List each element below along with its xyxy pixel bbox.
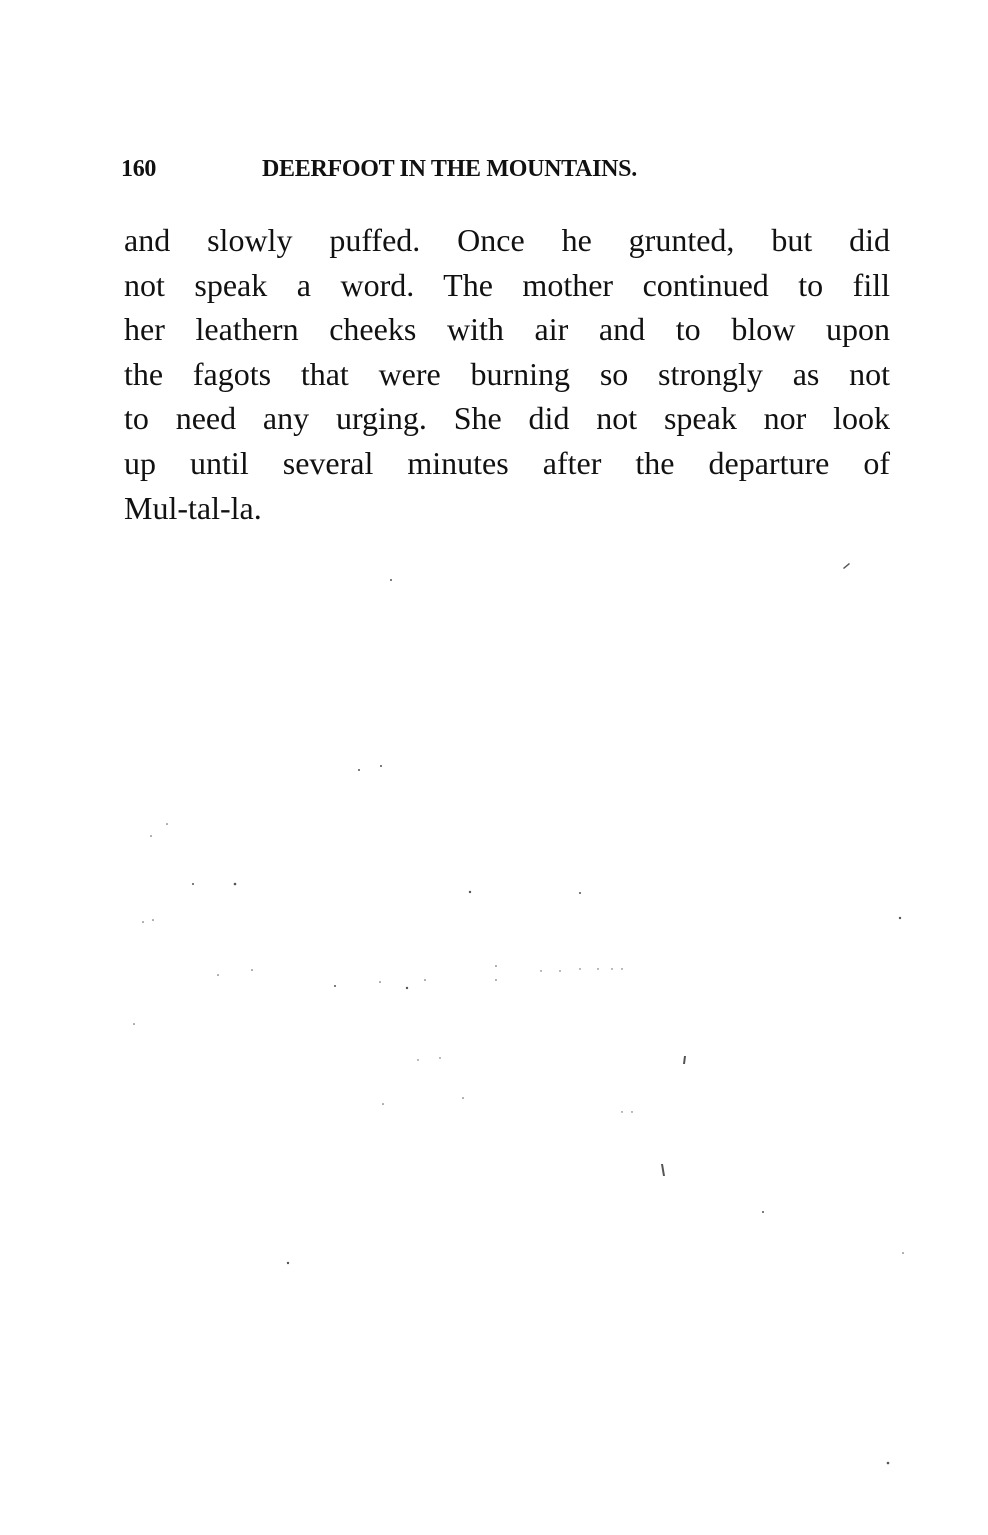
text-line: to need any urging. She did not speak nor look — [124, 400, 890, 437]
running-title: DEERFOOT IN THE MOUNTAINS. — [262, 156, 637, 182]
text-line: Mul-tal-la. — [124, 489, 262, 526]
text-line: her leathern cheeks with air and to blow upon — [124, 311, 890, 348]
text-line: up until several minutes after the departure of — [124, 444, 890, 481]
text-line: the fagots that were burning so strongly as not — [124, 355, 890, 392]
text-line: and slowly puffed. Once he grunted, but did — [124, 222, 890, 258]
text-line: not speak a word. The mother continued to fill — [124, 266, 890, 303]
page-number: 160 — [121, 156, 157, 182]
